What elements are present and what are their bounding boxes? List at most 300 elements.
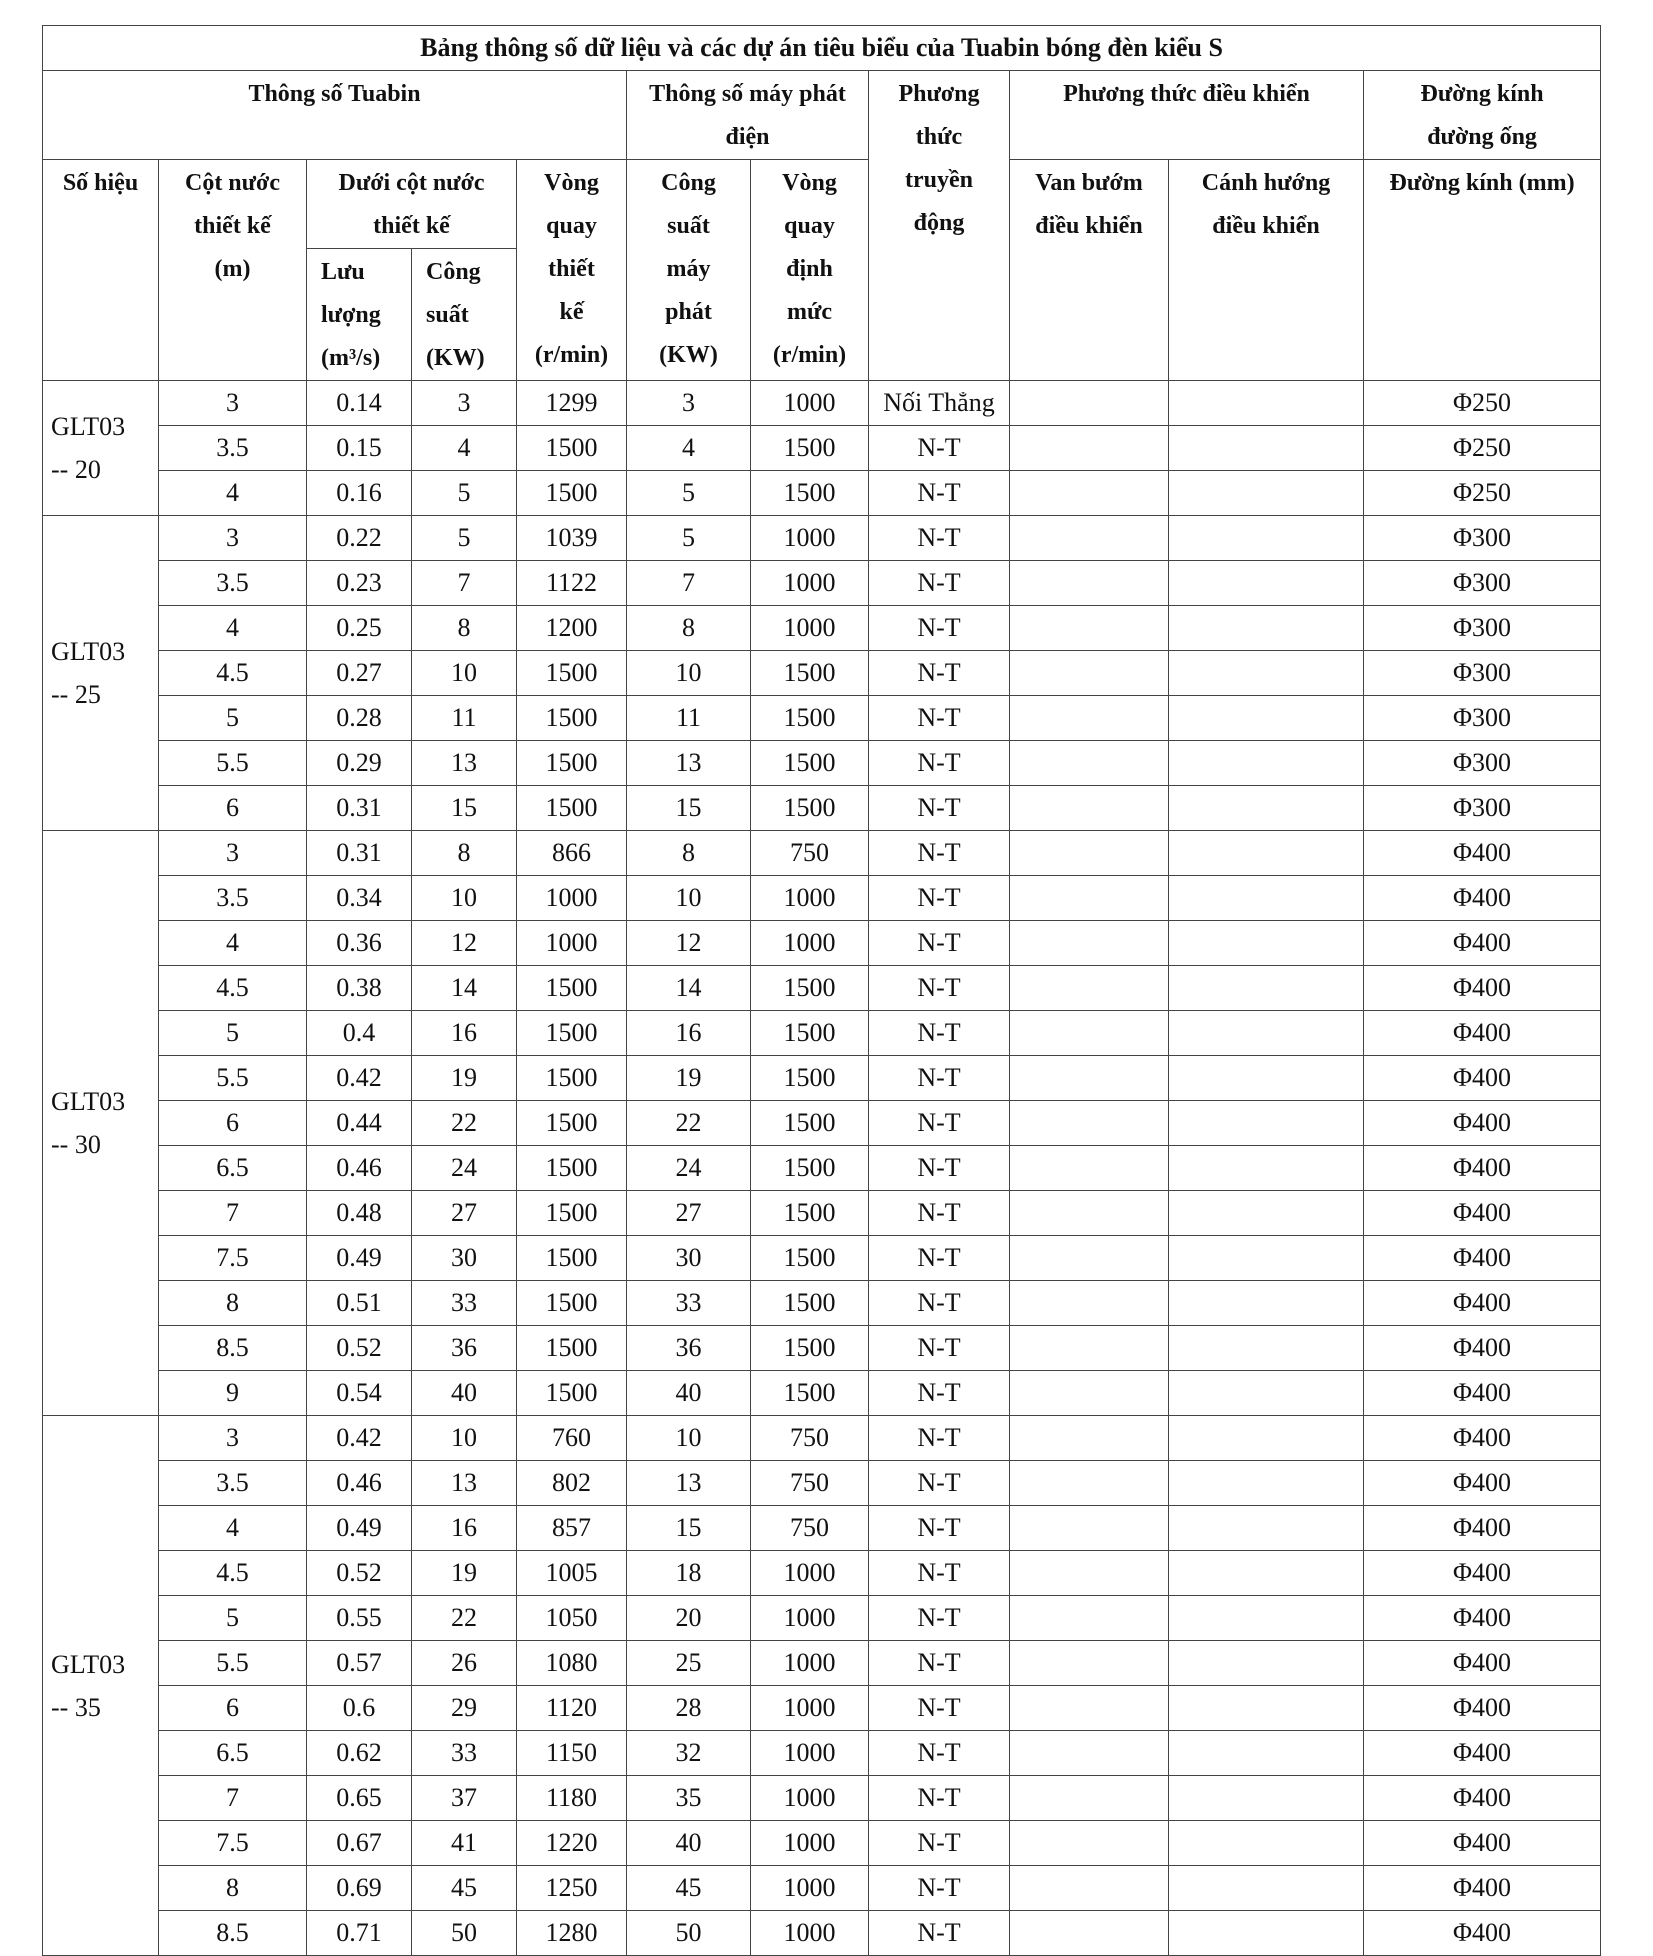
diameter-cell: Φ400 — [1364, 1596, 1601, 1641]
transmission-cell: N-T — [869, 1416, 1010, 1461]
design-head-cell: 6.5 — [159, 1146, 307, 1191]
guide-vane-cell — [1169, 1461, 1364, 1506]
design-head-cell: 3.5 — [159, 876, 307, 921]
flow-cell: 0.44 — [307, 1101, 412, 1146]
flow-cell: 0.69 — [307, 1866, 412, 1911]
flow-cell: 0.38 — [307, 966, 412, 1011]
flow-cell: 0.14 — [307, 381, 412, 426]
guide-vane-cell — [1169, 921, 1364, 966]
guide-vane-cell — [1169, 426, 1364, 471]
power-cell: 16 — [412, 1506, 517, 1551]
guide-vane-cell — [1169, 1506, 1364, 1551]
design-head-cell: 6 — [159, 1101, 307, 1146]
diameter-cell: Φ400 — [1364, 1461, 1601, 1506]
rated-speed-cell: 750 — [751, 1506, 869, 1551]
rated-speed-cell: 1000 — [751, 1776, 869, 1821]
diameter-cell: Φ400 — [1364, 1056, 1601, 1101]
rated-speed-cell: 1000 — [751, 1911, 869, 1956]
rated-speed-cell: 1000 — [751, 516, 869, 561]
design-head-cell: 5 — [159, 1596, 307, 1641]
flow-cell: 0.52 — [307, 1326, 412, 1371]
flow-cell: 0.31 — [307, 831, 412, 876]
control-method-header: Phương thức điều khiển — [1010, 71, 1364, 160]
diameter-cell: Φ250 — [1364, 471, 1601, 516]
design-speed-cell: 1039 — [517, 516, 627, 561]
generator-power-cell: 40 — [627, 1371, 751, 1416]
design-speed-cell: 1500 — [517, 1236, 627, 1281]
guide-vane-cell — [1169, 1821, 1364, 1866]
flow-cell: 0.49 — [307, 1506, 412, 1551]
generator-power-cell: 16 — [627, 1011, 751, 1056]
rated-speed-cell: 750 — [751, 1461, 869, 1506]
design-speed-cell: 1500 — [517, 1191, 627, 1236]
power-cell: 16 — [412, 1011, 517, 1056]
transmission-cell: N-T — [869, 1011, 1010, 1056]
design-head-cell: 6 — [159, 786, 307, 831]
transmission-cell: N-T — [869, 1596, 1010, 1641]
diameter-cell: Φ250 — [1364, 426, 1601, 471]
transmission-cell: N-T — [869, 1146, 1010, 1191]
diameter-cell: Φ400 — [1364, 1236, 1601, 1281]
design-head-cell: 4 — [159, 471, 307, 516]
table-row — [43, 921, 1601, 966]
flow-cell: 0.51 — [307, 1281, 412, 1326]
design-head-header: Cột nước thiết kế (m) — [159, 160, 307, 381]
generator-power-cell: 15 — [627, 1506, 751, 1551]
butterfly-valve-cell — [1010, 1641, 1169, 1686]
butterfly-valve-cell — [1010, 1191, 1169, 1236]
generator-power-cell: 3 — [627, 381, 751, 426]
table-row — [43, 966, 1601, 1011]
rated-speed-cell: 1500 — [751, 1011, 869, 1056]
guide-vane-cell — [1169, 1686, 1364, 1731]
butterfly-valve-cell — [1010, 1371, 1169, 1416]
butterfly-valve-cell — [1010, 1506, 1169, 1551]
table-row — [43, 1191, 1601, 1236]
table-row — [43, 1866, 1601, 1911]
table-row — [43, 741, 1601, 786]
power-cell: 40 — [412, 1371, 517, 1416]
transmission-cell: N-T — [869, 1506, 1010, 1551]
generator-power-cell: 30 — [627, 1236, 751, 1281]
guide-vane-cell — [1169, 1056, 1364, 1101]
power-cell: 7 — [412, 561, 517, 606]
flow-cell: 0.54 — [307, 1371, 412, 1416]
power-cell: 41 — [412, 1821, 517, 1866]
transmission-cell: N-T — [869, 1911, 1010, 1956]
table-row — [43, 516, 1601, 561]
diameter-cell: Φ300 — [1364, 561, 1601, 606]
guide-vane-cell — [1169, 1101, 1364, 1146]
butterfly-valve-cell — [1010, 1281, 1169, 1326]
generator-power-cell: 18 — [627, 1551, 751, 1596]
guide-vane-cell — [1169, 1011, 1364, 1056]
diameter-cell: Φ400 — [1364, 1866, 1601, 1911]
guide-vane-cell — [1169, 1236, 1364, 1281]
transmission-cell: N-T — [869, 1326, 1010, 1371]
power-cell: 15 — [412, 786, 517, 831]
table-row — [43, 1776, 1601, 1821]
guide-vane-cell — [1169, 561, 1364, 606]
flow-cell: 0.36 — [307, 921, 412, 966]
design-speed-cell: 1280 — [517, 1911, 627, 1956]
generator-power-cell: 12 — [627, 921, 751, 966]
design-head-cell: 7 — [159, 1191, 307, 1236]
power-cell: 13 — [412, 741, 517, 786]
generator-power-cell: 36 — [627, 1326, 751, 1371]
transmission-cell: N-T — [869, 516, 1010, 561]
butterfly-valve-cell — [1010, 1596, 1169, 1641]
design-head-cell: 3.5 — [159, 561, 307, 606]
generator-power-cell: 5 — [627, 471, 751, 516]
butterfly-valve-cell — [1010, 1056, 1169, 1101]
butterfly-valve-cell — [1010, 1776, 1169, 1821]
diameter-cell: Φ300 — [1364, 696, 1601, 741]
design-speed-header: Vòng quay thiết kế (r/min) — [517, 160, 627, 381]
flow-cell: 0.4 — [307, 1011, 412, 1056]
design-speed-cell: 1500 — [517, 786, 627, 831]
design-speed-cell: 802 — [517, 1461, 627, 1506]
power-cell: 50 — [412, 1911, 517, 1956]
generator-power-header: Công suất máy phát (KW) — [627, 160, 751, 381]
transmission-cell: Nối Thẳng — [869, 381, 1010, 426]
table-row — [43, 1281, 1601, 1326]
butterfly-valve-cell — [1010, 1461, 1169, 1506]
guide-vane-cell — [1169, 696, 1364, 741]
rated-speed-cell: 1500 — [751, 1146, 869, 1191]
diameter-cell: Φ300 — [1364, 651, 1601, 696]
power-header: Công suất (KW) — [412, 249, 517, 381]
model-cell: GLT03 -- 35 — [43, 1416, 159, 1956]
diameter-cell: Φ400 — [1364, 876, 1601, 921]
guide-vane-cell — [1169, 1371, 1364, 1416]
guide-vane-cell — [1169, 1551, 1364, 1596]
generator-power-cell: 45 — [627, 1866, 751, 1911]
power-cell: 37 — [412, 1776, 517, 1821]
table-row — [43, 1461, 1601, 1506]
power-cell: 24 — [412, 1146, 517, 1191]
diameter-cell: Φ400 — [1364, 1011, 1601, 1056]
flow-cell: 0.25 — [307, 606, 412, 651]
generator-power-cell: 15 — [627, 786, 751, 831]
design-speed-cell: 1500 — [517, 471, 627, 516]
guide-vane-cell — [1169, 651, 1364, 696]
butterfly-valve-cell — [1010, 1011, 1169, 1056]
flow-cell: 0.49 — [307, 1236, 412, 1281]
butterfly-valve-cell — [1010, 651, 1169, 696]
transmission-cell: N-T — [869, 1686, 1010, 1731]
table-row — [43, 606, 1601, 651]
butterfly-valve-cell — [1010, 831, 1169, 876]
guide-vane-cell — [1169, 1326, 1364, 1371]
power-cell: 12 — [412, 921, 517, 966]
generator-power-cell: 5 — [627, 516, 751, 561]
diameter-cell: Φ400 — [1364, 1911, 1601, 1956]
diameter-cell: Φ400 — [1364, 1101, 1601, 1146]
rated-speed-cell: 750 — [751, 1416, 869, 1461]
generator-params-header: Thông số máy phát điện — [627, 71, 869, 160]
design-speed-cell: 1500 — [517, 1146, 627, 1191]
design-head-cell: 9 — [159, 1371, 307, 1416]
diameter-cell: Φ400 — [1364, 921, 1601, 966]
guide-vane-cell — [1169, 1281, 1364, 1326]
table-row — [43, 876, 1601, 921]
power-cell: 4 — [412, 426, 517, 471]
generator-power-cell: 32 — [627, 1731, 751, 1776]
butterfly-valve-cell — [1010, 1731, 1169, 1776]
rated-speed-cell: 1500 — [751, 471, 869, 516]
design-speed-cell: 1180 — [517, 1776, 627, 1821]
diameter-cell: Φ400 — [1364, 1371, 1601, 1416]
diameter-cell: Φ400 — [1364, 1146, 1601, 1191]
table-row — [43, 1326, 1601, 1371]
flow-cell: 0.46 — [307, 1461, 412, 1506]
design-head-cell: 8 — [159, 1281, 307, 1326]
table-row — [43, 561, 1601, 606]
design-head-cell: 5.5 — [159, 1056, 307, 1101]
flow-cell: 0.65 — [307, 1776, 412, 1821]
guide-vane-cell — [1169, 1416, 1364, 1461]
diameter-cell: Φ400 — [1364, 1686, 1601, 1731]
diameter-cell: Φ400 — [1364, 831, 1601, 876]
butterfly-valve-cell — [1010, 606, 1169, 651]
design-speed-cell: 1500 — [517, 1011, 627, 1056]
generator-power-cell: 4 — [627, 426, 751, 471]
power-cell: 22 — [412, 1101, 517, 1146]
model-cell: GLT03 -- 25 — [43, 516, 159, 831]
transmission-cell: N-T — [869, 426, 1010, 471]
table-row — [43, 1911, 1601, 1956]
butterfly-valve-cell — [1010, 876, 1169, 921]
under-head-header: Dưới cột nước thiết kế — [307, 160, 517, 249]
rated-speed-cell: 1000 — [751, 1731, 869, 1776]
diameter-cell: Φ400 — [1364, 1731, 1601, 1776]
guide-vane-cell — [1169, 1911, 1364, 1956]
generator-power-cell: 40 — [627, 1821, 751, 1866]
guide-vane-cell — [1169, 471, 1364, 516]
table-row — [43, 651, 1601, 696]
table-row — [43, 1371, 1601, 1416]
transmission-cell: N-T — [869, 1191, 1010, 1236]
generator-power-cell: 10 — [627, 651, 751, 696]
design-head-cell: 4.5 — [159, 651, 307, 696]
flow-cell: 0.31 — [307, 786, 412, 831]
design-speed-cell: 1500 — [517, 1056, 627, 1101]
transmission-cell: N-T — [869, 786, 1010, 831]
transmission-cell: N-T — [869, 1236, 1010, 1281]
rated-speed-cell: 1500 — [751, 1191, 869, 1236]
transmission-cell: N-T — [869, 1056, 1010, 1101]
flow-cell: 0.48 — [307, 1191, 412, 1236]
transmission-cell: N-T — [869, 651, 1010, 696]
power-cell: 10 — [412, 1416, 517, 1461]
diameter-cell: Φ300 — [1364, 606, 1601, 651]
rated-speed-cell: 750 — [751, 831, 869, 876]
guide-vane-cell — [1169, 1731, 1364, 1776]
butterfly-valve-cell — [1010, 1686, 1169, 1731]
generator-power-cell: 11 — [627, 696, 751, 741]
butterfly-valve-cell — [1010, 1236, 1169, 1281]
flow-cell: 0.62 — [307, 1731, 412, 1776]
table-row — [43, 1686, 1601, 1731]
butterfly-valve-cell — [1010, 1911, 1169, 1956]
table-row — [43, 1416, 1601, 1461]
turbine-params-header: Thông số Tuabin — [43, 71, 627, 160]
power-cell: 19 — [412, 1056, 517, 1101]
power-cell: 11 — [412, 696, 517, 741]
table-row — [43, 426, 1601, 471]
generator-power-cell: 10 — [627, 876, 751, 921]
guide-vane-cell — [1169, 741, 1364, 786]
flow-cell: 0.52 — [307, 1551, 412, 1596]
diameter-cell: Φ250 — [1364, 381, 1601, 426]
design-speed-cell: 1050 — [517, 1596, 627, 1641]
generator-power-cell: 33 — [627, 1281, 751, 1326]
rated-speed-cell: 1500 — [751, 426, 869, 471]
rated-speed-cell: 1000 — [751, 606, 869, 651]
power-cell: 13 — [412, 1461, 517, 1506]
diameter-cell: Φ400 — [1364, 1281, 1601, 1326]
generator-power-cell: 24 — [627, 1146, 751, 1191]
design-speed-cell: 760 — [517, 1416, 627, 1461]
guide-vane-cell — [1169, 606, 1364, 651]
rated-speed-header: Vòng quay định mức (r/min) — [751, 160, 869, 381]
rated-speed-cell: 1500 — [751, 696, 869, 741]
flow-cell: 0.55 — [307, 1596, 412, 1641]
power-cell: 45 — [412, 1866, 517, 1911]
table-row — [43, 786, 1601, 831]
butterfly-valve-cell — [1010, 516, 1169, 561]
transmission-cell: N-T — [869, 1641, 1010, 1686]
design-head-cell: 5.5 — [159, 1641, 307, 1686]
guide-vane-cell — [1169, 876, 1364, 921]
table-row — [43, 696, 1601, 741]
design-head-cell: 7.5 — [159, 1236, 307, 1281]
design-head-cell: 3.5 — [159, 426, 307, 471]
model-cell: GLT03 -- 20 — [43, 381, 159, 516]
design-head-cell: 8.5 — [159, 1326, 307, 1371]
design-speed-cell: 1005 — [517, 1551, 627, 1596]
design-speed-cell: 1250 — [517, 1866, 627, 1911]
transmission-cell: N-T — [869, 876, 1010, 921]
diameter-cell: Φ300 — [1364, 741, 1601, 786]
power-cell: 27 — [412, 1191, 517, 1236]
design-head-cell: 3 — [159, 516, 307, 561]
design-head-cell: 4 — [159, 606, 307, 651]
guide-vane-header: Cánh hướng điều khiển — [1169, 160, 1364, 381]
butterfly-valve-cell — [1010, 921, 1169, 966]
rated-speed-cell: 1000 — [751, 381, 869, 426]
power-cell: 36 — [412, 1326, 517, 1371]
butterfly-valve-cell — [1010, 426, 1169, 471]
transmission-cell: N-T — [869, 1461, 1010, 1506]
table-row — [43, 1731, 1601, 1776]
transmission-cell: N-T — [869, 1866, 1010, 1911]
rated-speed-cell: 1500 — [751, 1281, 869, 1326]
design-speed-cell: 1500 — [517, 1281, 627, 1326]
design-speed-cell: 1500 — [517, 426, 627, 471]
design-speed-cell: 1200 — [517, 606, 627, 651]
generator-power-cell: 10 — [627, 1416, 751, 1461]
transmission-header: Phương thức truyền động — [869, 71, 1010, 381]
table-row — [43, 1506, 1601, 1551]
guide-vane-cell — [1169, 1866, 1364, 1911]
guide-vane-cell — [1169, 516, 1364, 561]
flow-cell: 0.42 — [307, 1056, 412, 1101]
transmission-cell: N-T — [869, 1371, 1010, 1416]
transmission-cell: N-T — [869, 1551, 1010, 1596]
rated-speed-cell: 1500 — [751, 1371, 869, 1416]
flow-cell: 0.16 — [307, 471, 412, 516]
flow-cell: 0.15 — [307, 426, 412, 471]
butterfly-valve-cell — [1010, 1326, 1169, 1371]
rated-speed-cell: 1000 — [751, 876, 869, 921]
design-head-cell: 8 — [159, 1866, 307, 1911]
generator-power-cell: 28 — [627, 1686, 751, 1731]
transmission-cell: N-T — [869, 1776, 1010, 1821]
power-cell: 8 — [412, 606, 517, 651]
power-cell: 29 — [412, 1686, 517, 1731]
rated-speed-cell: 1000 — [751, 561, 869, 606]
design-speed-cell: 857 — [517, 1506, 627, 1551]
generator-power-cell: 25 — [627, 1641, 751, 1686]
design-head-cell: 3 — [159, 831, 307, 876]
butterfly-valve-cell — [1010, 966, 1169, 1011]
rated-speed-cell: 1000 — [751, 1641, 869, 1686]
rated-speed-cell: 1000 — [751, 1596, 869, 1641]
design-head-cell: 8.5 — [159, 1911, 307, 1956]
design-speed-cell: 1500 — [517, 1101, 627, 1146]
rated-speed-cell: 1500 — [751, 1236, 869, 1281]
generator-power-cell: 7 — [627, 561, 751, 606]
flow-cell: 0.23 — [307, 561, 412, 606]
flow-cell: 0.27 — [307, 651, 412, 696]
table-row — [43, 1101, 1601, 1146]
flow-cell: 0.29 — [307, 741, 412, 786]
generator-power-cell: 27 — [627, 1191, 751, 1236]
power-cell: 30 — [412, 1236, 517, 1281]
design-head-cell: 6.5 — [159, 1731, 307, 1776]
design-head-cell: 3 — [159, 1416, 307, 1461]
design-speed-cell: 1000 — [517, 921, 627, 966]
design-speed-cell: 1500 — [517, 741, 627, 786]
guide-vane-cell — [1169, 786, 1364, 831]
table-row — [43, 1236, 1601, 1281]
diameter-cell: Φ400 — [1364, 1776, 1601, 1821]
butterfly-valve-cell — [1010, 1146, 1169, 1191]
flow-cell: 0.6 — [307, 1686, 412, 1731]
transmission-cell: N-T — [869, 1821, 1010, 1866]
design-speed-cell: 1500 — [517, 1326, 627, 1371]
design-speed-cell: 1120 — [517, 1686, 627, 1731]
diameter-cell: Φ400 — [1364, 1506, 1601, 1551]
power-cell: 5 — [412, 516, 517, 561]
design-speed-cell: 1299 — [517, 381, 627, 426]
diameter-cell: Φ400 — [1364, 1191, 1601, 1236]
diameter-header: Đường kính (mm) — [1364, 160, 1601, 381]
generator-power-cell: 14 — [627, 966, 751, 1011]
design-speed-cell: 1000 — [517, 876, 627, 921]
power-cell: 26 — [412, 1641, 517, 1686]
guide-vane-cell — [1169, 1776, 1364, 1821]
rated-speed-cell: 1500 — [751, 786, 869, 831]
design-head-cell: 7.5 — [159, 1821, 307, 1866]
design-speed-cell: 1150 — [517, 1731, 627, 1776]
transmission-cell: N-T — [869, 1731, 1010, 1776]
transmission-cell: N-T — [869, 561, 1010, 606]
guide-vane-cell — [1169, 1146, 1364, 1191]
design-speed-cell: 1500 — [517, 1371, 627, 1416]
